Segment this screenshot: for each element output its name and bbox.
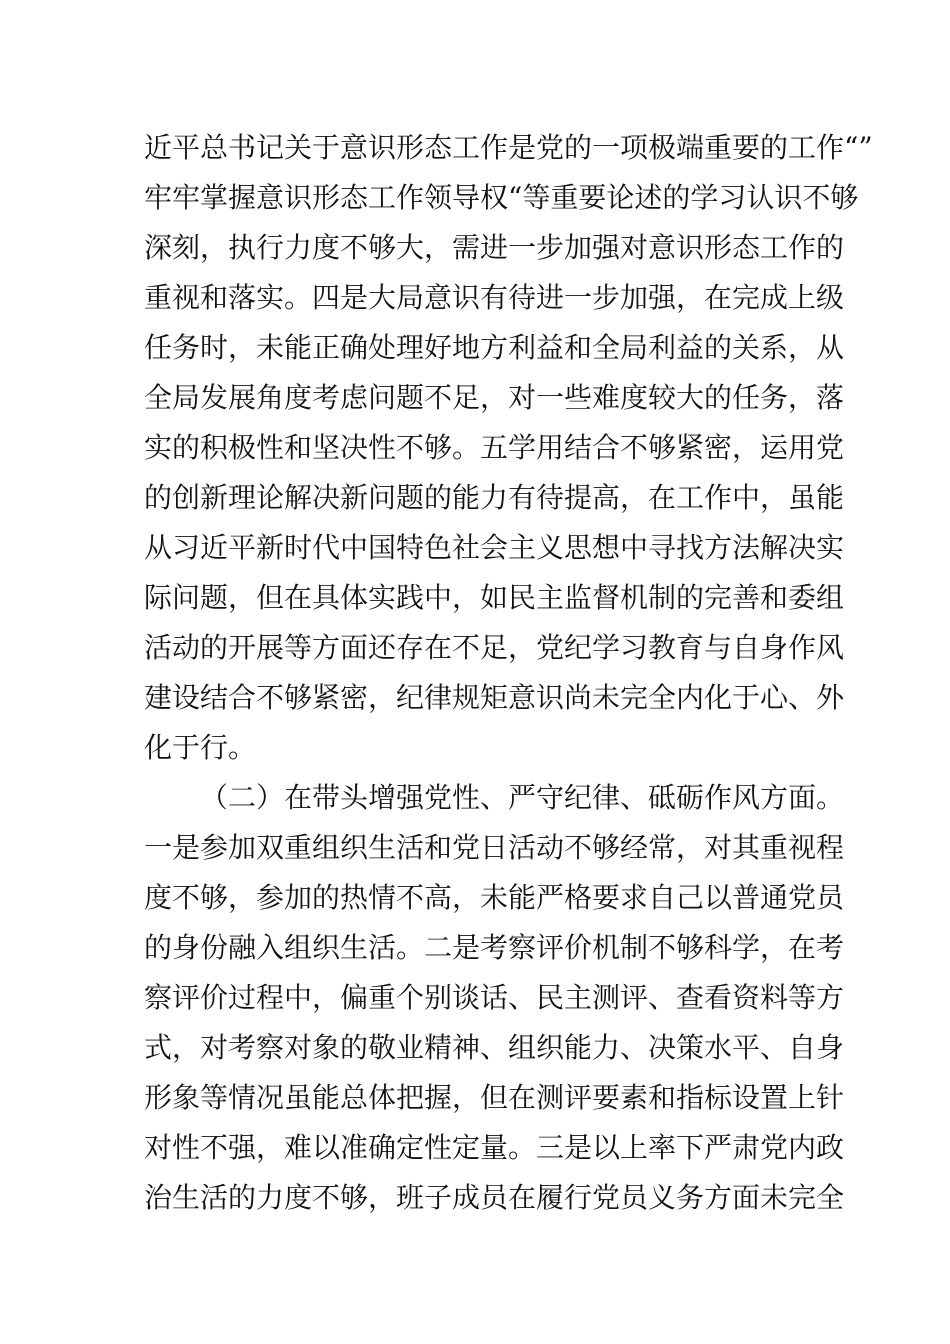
text-line-18: 察评价过程中，偏重个别谈话、民主测评、查看资料等方 — [144, 981, 845, 1014]
text-line-22: 治生活的力度不够，班子成员在履行党员义务方面未完全 — [144, 1181, 845, 1214]
text-line-9: 从习近平新时代中国特色社会主义思想中寻找方法解决实 — [144, 531, 845, 564]
text-line-16: 度不够，参加的热情不高，未能严格要求自己以普通党员 — [144, 881, 845, 914]
text-line-5: 任务时，未能正确处理好地方利益和全局利益的关系，从 — [144, 331, 845, 364]
body-text — [144, 123, 873, 1223]
text-line-13: 化于行。 — [144, 731, 257, 764]
text-line-12: 建设结合不够紧密，纪律规矩意识尚未完全内化于心、外 — [144, 681, 845, 714]
text-line-11: 活动的开展等方面还存在不足，党纪学习教育与自身作风 — [144, 631, 845, 664]
text-line-6: 全局发展角度考虑问题不足，对一些难度较大的任务，落 — [144, 381, 845, 414]
text-line-10: 际问题，但在具体实践中，如民主监督机制的完善和委组 — [144, 581, 845, 614]
text-line-4: 重视和落实。四是大局意识有待进一步加强，在完成上级 — [144, 281, 845, 314]
text-line-20: 形象等情况虽能总体把握，但在测评要素和指标设置上针 — [144, 1081, 845, 1114]
text-line-17: 的身份融入组织生活。二是考察评价机制不够科学，在考 — [144, 931, 845, 964]
section-heading-line: （二）在带头增强党性、严守纪律、砥砺作风方面。 — [200, 781, 845, 814]
text-line-1: 近平总书记关于意识形态工作是党的一项极端重要的工作“” — [144, 131, 873, 164]
text-line-3: 深刻，执行力度不够大，需进一步加强对意识形态工作的 — [144, 231, 845, 264]
text-line-7: 实的积极性和坚决性不够。五学用结合不够紧密，运用党 — [144, 431, 845, 464]
text-line-2: 牢牢掌握意识形态工作领导权“等重要论述的学习认识不够 — [144, 181, 859, 214]
text-line-19: 式，对考察对象的敬业精神、组织能力、决策水平、自身 — [144, 1031, 845, 1064]
text-line-15: 一是参加双重组织生活和党日活动不够经常，对其重视程 — [144, 831, 845, 864]
text-line-8: 的创新理论解决新问题的能力有待提高，在工作中，虽能 — [144, 481, 845, 514]
text-line-21: 对性不强，难以准确定性定量。三是以上率下严肃党内政 — [144, 1131, 845, 1164]
